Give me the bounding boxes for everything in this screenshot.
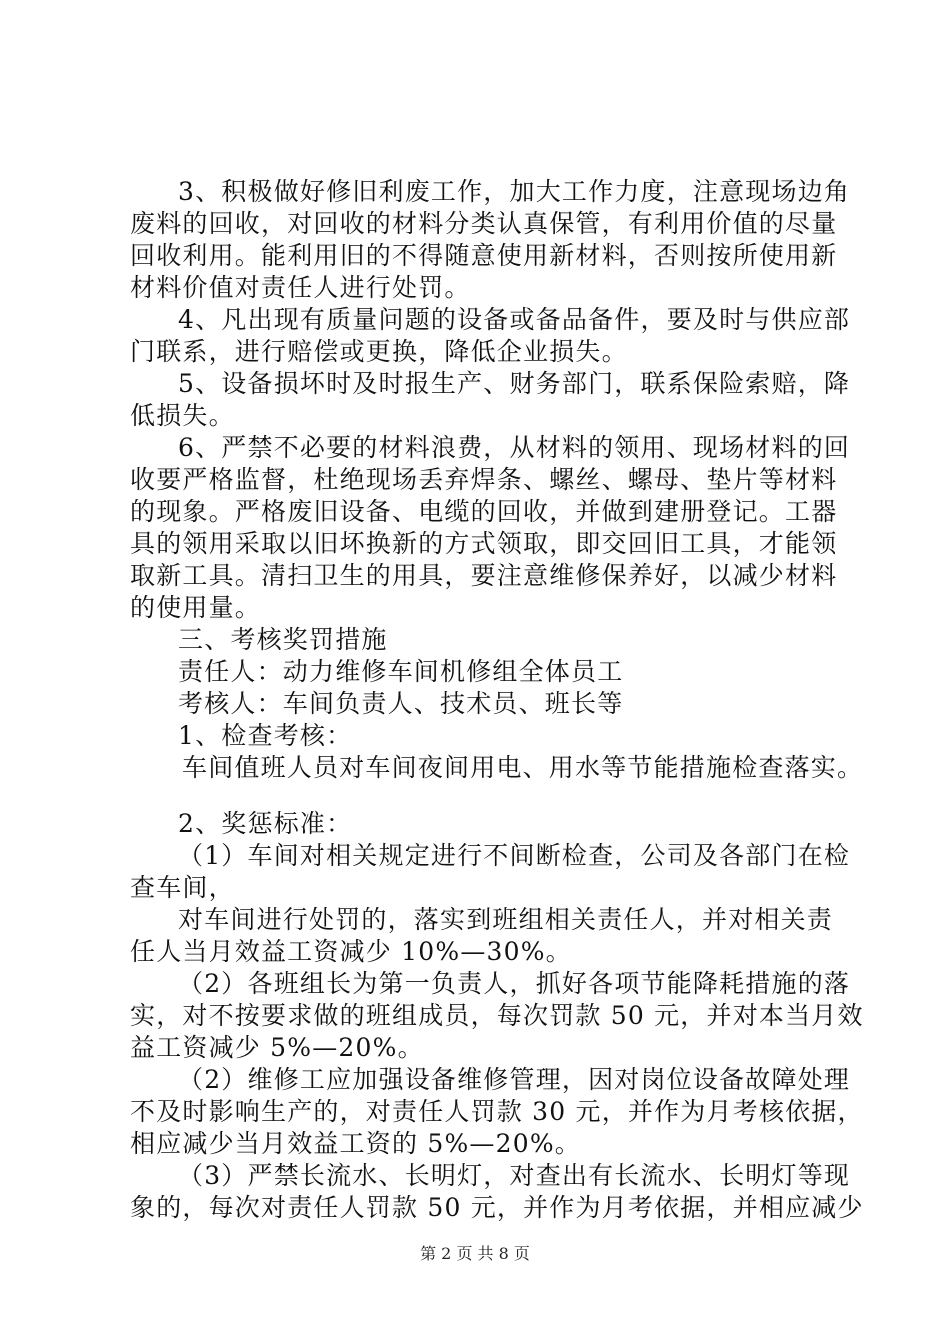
text-line: 对车间进行处罚的，落实到班组相关责任人，并对相关责 — [178, 905, 834, 934]
text-line: （2）维修工应加强设备维修管理，因对岗位设备故障处理 — [178, 1065, 851, 1094]
text-line: （2）各班组长为第一负责人，抓好各项节能降耗措施的落 — [178, 969, 851, 998]
text-line: 6、严禁不必要的材料浪费，从材料的领用、现场材料的回 — [178, 433, 851, 462]
text-line: 益工资减少 5%—20%。 — [130, 1033, 424, 1062]
text-line: 3、积极做好修旧利废工作，加大工作力度，注意现场边角 — [178, 177, 851, 206]
text-line: 门联系，进行赔偿或更换，降低企业损失。 — [130, 337, 628, 366]
text-line: 2、奖惩标准： — [178, 809, 353, 838]
text-line: （3）严禁长流水、长明灯，对查出有长流水、长明灯等现 — [178, 1161, 851, 1190]
text-line: 5、设备损坏时及时报生产、财务部门，联系保险索赔，降 — [178, 369, 851, 398]
text-line: 责任人：动力维修车间机修组全体员工 — [178, 657, 624, 686]
text-line: 材料价值对责任人进行处罚。 — [130, 273, 471, 302]
text-line: 废料的回收，对回收的材料分类认真保管，有利用价值的尽量 — [130, 209, 838, 238]
text-line: 1、检查考核： — [178, 721, 353, 750]
text-line: 考核人：车间负责人、技术员、班长等 — [178, 689, 624, 718]
text-line: 车间值班人员对车间夜间用电、用水等节能措施检查落实。 — [182, 753, 864, 782]
text-line: 收要严格监督，杜绝现场丢弃焊条、螺丝、螺母、垫片等材料 — [130, 465, 838, 494]
text-line: 具的领用采取以旧坏换新的方式领取，即交回旧工具，才能领 — [130, 529, 838, 558]
section-heading: 三、考核奖罚措施 — [178, 625, 388, 654]
text-line: 4、凡出现有质量问题的设备或备品备件，要及时与供应部 — [178, 305, 851, 334]
text-line: 的现象。严格废旧设备、电缆的回收，并做到建册登记。工器 — [130, 497, 838, 526]
text-line: 不及时影响生产的，对责任人罚款 30 元，并作为月考核依据， — [130, 1097, 864, 1126]
text-line: 回收利用。能利用旧的不得随意使用新材料，否则按所使用新 — [130, 241, 838, 270]
text-line: 查车间， — [130, 873, 235, 902]
text-line: 实，对不按要求做的班组成员，每次罚款 50 元，并对本当月效 — [130, 1001, 864, 1030]
text-line: 相应减少当月效益工资的 5%—20%。 — [130, 1129, 581, 1158]
text-line: 的使用量。 — [130, 593, 262, 622]
text-line: 低损失。 — [130, 401, 235, 430]
text-line: （1）车间对相关规定进行不间断检查，公司及各部门在检 — [178, 841, 851, 870]
text-line: 象的，每次对责任人罚款 50 元，并作为月考依据，并相应减少 — [130, 1193, 864, 1222]
page-number: 第 2 页 共 8 页 — [420, 1244, 530, 1263]
text-line: 任人当月效益工资减少 10%—30%。 — [130, 937, 572, 966]
text-line: 取新工具。清扫卫生的用具，要注意维修保养好，以减少材料 — [130, 561, 838, 590]
